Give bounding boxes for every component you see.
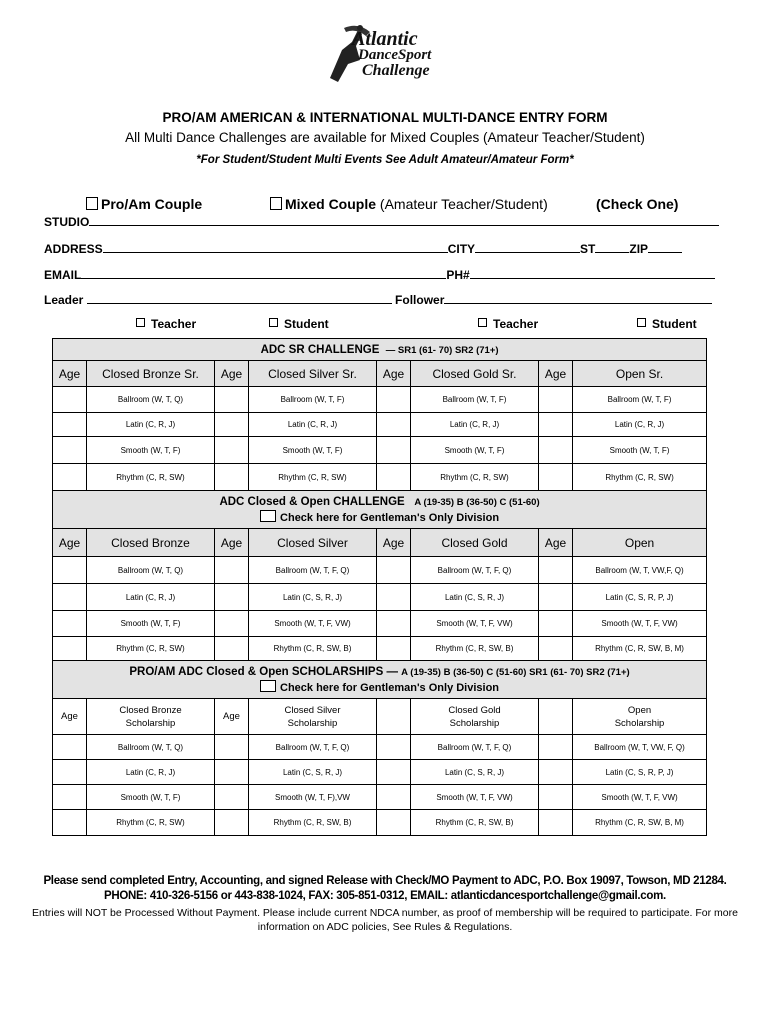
table-row bbox=[53, 413, 707, 437]
scholarships-divisions: A (19-35) B (36-50) C (51-60) SR1 (61- 70) SR2 (71+) bbox=[401, 666, 630, 678]
sr-challenge-header bbox=[53, 339, 707, 361]
follower-student-option[interactable] bbox=[637, 317, 697, 331]
adc-challenge-header bbox=[53, 491, 707, 529]
dance-cell: Rhythm (C, R, SW) bbox=[87, 637, 215, 661]
dance-cell: Smooth (W, T, F),VW bbox=[249, 785, 377, 810]
age-header: Age bbox=[53, 699, 87, 735]
form-note: *For Student/Student Multi Events See Adult Amateur/Amateur Form* bbox=[196, 154, 574, 166]
age-entry[interactable] bbox=[215, 735, 249, 760]
table-row bbox=[53, 387, 707, 413]
scholarships-table bbox=[52, 660, 707, 836]
mixed-couple-label: Mixed Couple bbox=[285, 196, 377, 212]
address-row bbox=[44, 240, 724, 256]
age-entry[interactable] bbox=[53, 557, 87, 584]
pro-am-checkbox[interactable] bbox=[86, 197, 98, 210]
column-header: Closed Silver bbox=[249, 529, 377, 557]
age-entry[interactable] bbox=[377, 760, 411, 785]
dance-cell: Smooth (W, T, F) bbox=[87, 785, 215, 810]
age-entry[interactable] bbox=[377, 810, 411, 836]
pro-am-label: Pro/Am Couple bbox=[101, 196, 203, 212]
follower-teacher-checkbox[interactable] bbox=[478, 318, 487, 327]
dance-cell: Rhythm (C, R, SW) bbox=[87, 810, 215, 836]
age-header: Age bbox=[53, 529, 87, 557]
scholarship-column-headers bbox=[53, 699, 707, 735]
age-header: Age bbox=[377, 361, 411, 387]
logo bbox=[300, 20, 440, 90]
address-label: ADDRESS bbox=[44, 242, 103, 256]
blank-cell bbox=[377, 699, 411, 735]
gentleman-only-label: Check here for Gentleman's Only Division bbox=[280, 511, 500, 524]
age-entry[interactable] bbox=[53, 611, 87, 637]
dance-cell: Ballroom (W, T, F, Q) bbox=[411, 557, 539, 584]
leader-teacher-label: Teacher bbox=[151, 317, 197, 331]
column-header: Open bbox=[573, 529, 707, 557]
sr-challenge-title: ADC SR CHALLENGE bbox=[260, 343, 380, 356]
dance-cell: Rhythm (C, R, SW, B, M) bbox=[573, 637, 707, 661]
dance-cell: Ballroom (W, T, F) bbox=[573, 387, 707, 413]
column-header bbox=[249, 699, 377, 735]
mixed-couple-option[interactable] bbox=[270, 196, 548, 212]
column-header-line: Scholarship bbox=[449, 717, 500, 729]
column-header: Closed Bronze Sr. bbox=[87, 361, 215, 387]
follower-label: Follower bbox=[395, 293, 445, 307]
sr-challenge-table bbox=[52, 338, 707, 491]
logo-line-2: DanceSport bbox=[358, 47, 432, 63]
footer-contact: PHONE: 410-326-5156 or 443-838-1024, FAX: 305-851-0312, EMAIL: atlanticdancesportchallenge@gmail.com. bbox=[104, 890, 666, 902]
dance-cell: Latin (C, R, J) bbox=[573, 413, 707, 437]
age-entry[interactable] bbox=[377, 735, 411, 760]
age-entry[interactable] bbox=[215, 760, 249, 785]
logo-line-3: Challenge bbox=[362, 62, 430, 79]
age-header: Age bbox=[215, 529, 249, 557]
age-entry[interactable] bbox=[53, 637, 87, 661]
dance-cell: Rhythm (C, R, SW, B) bbox=[249, 810, 377, 836]
dance-cell: Ballroom (W, T, F, Q) bbox=[249, 557, 377, 584]
email-label: EMAIL bbox=[44, 268, 82, 282]
dance-cell: Rhythm (C, R, SW, B) bbox=[411, 810, 539, 836]
table-row bbox=[53, 437, 707, 464]
dance-cell: Ballroom (W, T, Q) bbox=[87, 387, 215, 413]
age-entry[interactable] bbox=[215, 637, 249, 661]
column-header-line: Closed Gold bbox=[448, 704, 501, 716]
dance-cell: Latin (C, S, R, P, J) bbox=[573, 760, 707, 785]
column-header-line: Closed Bronze bbox=[119, 704, 182, 716]
table-row bbox=[53, 557, 707, 584]
dance-cell: Smooth (W, T, F, VW) bbox=[573, 611, 707, 637]
gentleman-only-checkbox[interactable] bbox=[260, 510, 276, 522]
table-row bbox=[53, 611, 707, 637]
dance-cell: Ballroom (W, T, F) bbox=[411, 387, 539, 413]
age-entry[interactable] bbox=[215, 437, 249, 464]
leader-student-checkbox[interactable] bbox=[269, 318, 278, 327]
phone-label: PH# bbox=[446, 268, 470, 282]
column-header: Closed Gold Sr. bbox=[411, 361, 539, 387]
age-entry[interactable] bbox=[215, 810, 249, 836]
dance-cell: Smooth (W, T, F) bbox=[573, 437, 707, 464]
adc-challenge-divisions: A (19-35) B (36-50) C (51-60) bbox=[414, 496, 540, 508]
dance-cell: Ballroom (W, T, Q) bbox=[87, 735, 215, 760]
age-entry[interactable] bbox=[53, 584, 87, 611]
age-entry[interactable] bbox=[539, 785, 573, 810]
age-entry[interactable] bbox=[539, 611, 573, 637]
age-header: Age bbox=[377, 529, 411, 557]
dance-cell: Latin (C, S, R, P, J) bbox=[573, 584, 707, 611]
studio-label: STUDIO bbox=[44, 215, 90, 229]
sr-challenge-divisions: — SR1 (61- 70) SR2 (71+) bbox=[385, 344, 499, 356]
age-entry[interactable] bbox=[539, 437, 573, 464]
age-entry[interactable] bbox=[53, 464, 87, 491]
zip-field[interactable] bbox=[648, 240, 682, 253]
age-entry[interactable] bbox=[539, 760, 573, 785]
age-entry[interactable] bbox=[377, 387, 411, 413]
age-entry[interactable] bbox=[215, 584, 249, 611]
age-header: Age bbox=[539, 529, 573, 557]
state-label: ST bbox=[580, 242, 596, 256]
scholarship-gentleman-only-checkbox[interactable] bbox=[260, 680, 276, 692]
dance-cell: Rhythm (C, R, SW) bbox=[249, 464, 377, 491]
studio-row bbox=[44, 213, 724, 229]
form-title: PRO/AM AMERICAN & INTERNATIONAL MULTI-DANCE ENTRY FORM bbox=[162, 110, 608, 125]
dance-cell: Rhythm (C, R, SW, B) bbox=[411, 637, 539, 661]
dance-cell: Rhythm (C, R, SW, B) bbox=[249, 637, 377, 661]
table-row bbox=[53, 584, 707, 611]
state-field[interactable] bbox=[595, 240, 629, 253]
check-one-label: (Check One) bbox=[596, 196, 679, 212]
column-header bbox=[573, 699, 707, 735]
dance-cell: Latin (C, S, R, J) bbox=[249, 584, 377, 611]
dance-cell: Latin (C, R, J) bbox=[87, 584, 215, 611]
leader-student-label: Student bbox=[284, 317, 329, 331]
age-entry[interactable] bbox=[377, 557, 411, 584]
dance-cell: Rhythm (C, R, SW) bbox=[87, 464, 215, 491]
age-entry[interactable] bbox=[377, 413, 411, 437]
age-entry[interactable] bbox=[377, 464, 411, 491]
dance-cell: Latin (C, S, R, J) bbox=[249, 760, 377, 785]
age-entry[interactable] bbox=[53, 413, 87, 437]
mixed-couple-checkbox[interactable] bbox=[270, 197, 282, 210]
email-row bbox=[44, 266, 724, 282]
leader-label: Leader bbox=[44, 293, 84, 307]
age-entry[interactable] bbox=[377, 611, 411, 637]
column-header bbox=[87, 699, 215, 735]
column-header-line: Scholarship bbox=[287, 717, 338, 729]
dance-cell: Latin (C, S, R, J) bbox=[411, 760, 539, 785]
dance-cell: Ballroom (W, T, F) bbox=[249, 387, 377, 413]
follower-student-label: Student bbox=[652, 317, 697, 331]
column-header-line: Scholarship bbox=[125, 717, 176, 729]
age-entry[interactable] bbox=[377, 584, 411, 611]
age-entry[interactable] bbox=[53, 735, 87, 760]
column-header: Open Sr. bbox=[573, 361, 707, 387]
dance-cell: Smooth (W, T, F) bbox=[411, 437, 539, 464]
form-subtitle: All Multi Dance Challenges are available for Mixed Couples (Amateur Teacher/Student) bbox=[125, 130, 645, 145]
dance-cell: Ballroom (W, T, VW,F, Q) bbox=[573, 557, 707, 584]
scholarships-title: PRO/AM ADC Closed & Open SCHOLARSHIPS — bbox=[129, 665, 398, 678]
dance-cell: Latin (C, S, R, J) bbox=[411, 584, 539, 611]
adc-challenge-table bbox=[52, 490, 707, 661]
city-field[interactable] bbox=[475, 240, 580, 253]
scholarships-header bbox=[53, 661, 707, 699]
dance-cell: Rhythm (C, R, SW, B, M) bbox=[573, 810, 707, 836]
age-entry[interactable] bbox=[215, 557, 249, 584]
dance-cell: Smooth (W, T, F) bbox=[87, 437, 215, 464]
footer-payment-note: Entries will NOT be Processed Without Payment. Please include current NDCA number, as proof of membership will be required to participate. For more information on ADC policies, See Rules & Regulations. bbox=[32, 907, 738, 933]
column-header-line: Scholarship bbox=[614, 717, 665, 729]
table-row bbox=[53, 637, 707, 661]
age-header: Age bbox=[539, 361, 573, 387]
follower-student-checkbox[interactable] bbox=[637, 318, 646, 327]
city-label: CITY bbox=[447, 242, 476, 256]
email-field[interactable] bbox=[81, 266, 446, 279]
sr-column-headers bbox=[53, 361, 707, 387]
address-field[interactable] bbox=[103, 240, 448, 253]
age-entry[interactable] bbox=[539, 637, 573, 661]
age-entry[interactable] bbox=[377, 437, 411, 464]
mixed-couple-desc: (Amateur Teacher/Student) bbox=[379, 196, 548, 212]
age-entry[interactable] bbox=[539, 387, 573, 413]
leader-teacher-checkbox[interactable] bbox=[136, 318, 145, 327]
age-entry[interactable] bbox=[539, 413, 573, 437]
follower-field[interactable] bbox=[444, 291, 712, 304]
dance-cell: Latin (C, R, J) bbox=[411, 413, 539, 437]
table-row bbox=[53, 464, 707, 491]
dance-cell: Smooth (W, T, F, VW) bbox=[411, 785, 539, 810]
age-entry[interactable] bbox=[215, 785, 249, 810]
dance-cell: Smooth (W, T, F, VW) bbox=[411, 611, 539, 637]
column-header-line: Open bbox=[627, 704, 652, 716]
column-header: Closed Bronze bbox=[87, 529, 215, 557]
dance-cell: Smooth (W, T, F) bbox=[87, 611, 215, 637]
age-entry[interactable] bbox=[539, 810, 573, 836]
dance-cell: Latin (C, R, J) bbox=[87, 413, 215, 437]
dance-cell: Rhythm (C, R, SW) bbox=[411, 464, 539, 491]
studio-field[interactable] bbox=[89, 213, 719, 226]
phone-field[interactable] bbox=[470, 266, 715, 279]
table-row bbox=[53, 810, 707, 836]
age-entry[interactable] bbox=[539, 584, 573, 611]
age-entry[interactable] bbox=[215, 611, 249, 637]
leader-teacher-option[interactable] bbox=[136, 317, 196, 331]
dance-cell: Smooth (W, T, F, VW) bbox=[573, 785, 707, 810]
dance-cell: Ballroom (W, T, F, Q) bbox=[411, 735, 539, 760]
dance-cell: Ballroom (W, T, Q) bbox=[87, 557, 215, 584]
age-entry[interactable] bbox=[215, 387, 249, 413]
dance-cell: Smooth (W, T, F, VW) bbox=[249, 611, 377, 637]
age-entry[interactable] bbox=[215, 464, 249, 491]
age-entry[interactable] bbox=[215, 413, 249, 437]
dance-cell: Smooth (W, T, F) bbox=[249, 437, 377, 464]
scholarship-gentleman-only-label: Check here for Gentleman's Only Division bbox=[280, 681, 500, 694]
table-row bbox=[53, 760, 707, 785]
adc-challenge-title: ADC Closed & Open CHALLENGE bbox=[219, 495, 405, 508]
age-entry[interactable] bbox=[377, 637, 411, 661]
blank-cell bbox=[539, 699, 573, 735]
column-header-line: Closed Silver bbox=[284, 704, 341, 716]
table-row bbox=[53, 735, 707, 760]
follower-teacher-option[interactable] bbox=[478, 317, 538, 331]
age-header: Age bbox=[53, 361, 87, 387]
dancers-row bbox=[44, 291, 724, 307]
leader-student-option[interactable] bbox=[269, 317, 329, 331]
leader-field[interactable] bbox=[87, 291, 392, 304]
dance-cell: Ballroom (W, T, F, Q) bbox=[249, 735, 377, 760]
age-header: Age bbox=[215, 361, 249, 387]
dance-cell: Ballroom (W, T, VW, F, Q) bbox=[573, 735, 707, 760]
age-entry[interactable] bbox=[539, 464, 573, 491]
zip-label: ZIP bbox=[629, 242, 649, 256]
age-entry[interactable] bbox=[53, 387, 87, 413]
footer-mailing: Please send completed Entry, Accounting, and signed Release with Check/MO Payment to ADC, P.O. Box 19097, Towson, MD 21284. bbox=[43, 875, 727, 887]
pro-am-option[interactable] bbox=[86, 196, 202, 212]
age-entry[interactable] bbox=[53, 760, 87, 785]
age-entry[interactable] bbox=[377, 785, 411, 810]
dance-cell: Latin (C, R, J) bbox=[87, 760, 215, 785]
age-entry[interactable] bbox=[539, 735, 573, 760]
dance-cell: Rhythm (C, R, SW) bbox=[573, 464, 707, 491]
table-row bbox=[53, 785, 707, 810]
age-entry[interactable] bbox=[53, 437, 87, 464]
age-entry[interactable] bbox=[53, 810, 87, 836]
logo-line-1: Atlantic bbox=[352, 28, 418, 50]
age-entry[interactable] bbox=[53, 785, 87, 810]
column-header: Closed Silver Sr. bbox=[249, 361, 377, 387]
age-header: Age bbox=[215, 699, 249, 735]
column-header bbox=[411, 699, 539, 735]
age-entry[interactable] bbox=[539, 557, 573, 584]
dance-cell: Latin (C, R, J) bbox=[249, 413, 377, 437]
follower-teacher-label: Teacher bbox=[493, 317, 539, 331]
adc-column-headers bbox=[53, 529, 707, 557]
column-header: Closed Gold bbox=[411, 529, 539, 557]
